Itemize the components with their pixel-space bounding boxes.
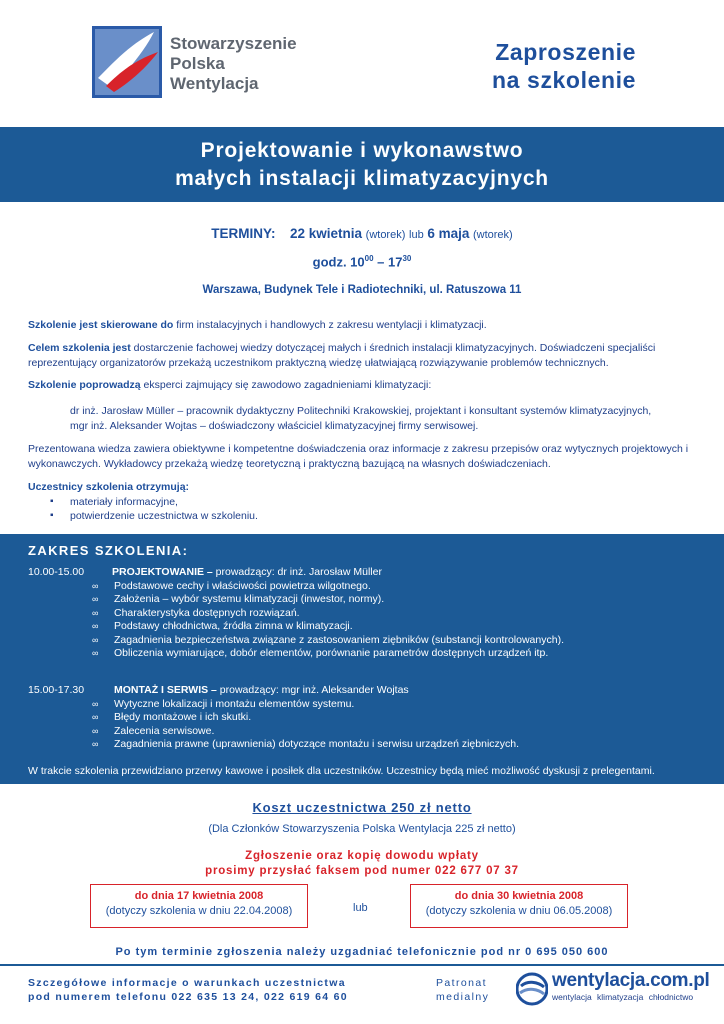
list-item: ∞ Błędy montażowe i ich skutki.: [92, 711, 519, 724]
hours: [0, 254, 724, 269]
patron-line1: Patronat: [436, 977, 487, 989]
title-band: [0, 127, 724, 202]
fax-instructions: [0, 849, 724, 879]
intro-p5: [28, 480, 698, 524]
deadline-box-2: [410, 884, 628, 928]
intro-p3: [28, 378, 698, 393]
term-day-1: (wtorek): [365, 229, 406, 241]
list-item: ∞ Zalecenia serwisowe.: [92, 725, 519, 738]
intro-p3-bold: Szkolenie poprowadzą: [28, 379, 141, 391]
intro-p2-text: dostarczenie fachowej wiedzy dotyczącej małych i średnich instalacji klimatyzacyjnych. Doświadczeni specjaliści reprezentujący organizatorów przekażą uczestnikom praktyczną wiedzę ułatwiającą rozwiązywanie problemów technicznych.: [28, 342, 656, 369]
term-date-2: 6 maja: [427, 226, 470, 241]
list-item: ∞ Założenia – wybór systemu klimatyzacji (inwestor, normy).: [92, 593, 564, 606]
invitation-line2: na szkolenie: [492, 67, 636, 93]
swirl-logo-icon: [516, 972, 548, 1006]
block1-lead: prowadzący: dr inż. Jarosław Müller: [212, 566, 382, 578]
expert-1: dr inż. Jarosław Müller – pracownik dydaktyczny Politechniki Krakowskiej, projektant i konsultant systemów klimatyzacyjnych,: [70, 405, 652, 417]
experts-list: [28, 404, 698, 433]
block1-header: [112, 566, 382, 579]
receive-heading: Uczestnicy szkolenia otrzymują:: [28, 481, 190, 493]
intro-p2: [28, 341, 698, 370]
program-band: [0, 534, 724, 784]
intro-p1-text: firm instalacyjnych i handlowych z zakresu wentylacji i klimatyzacji.: [173, 319, 487, 331]
hours-end: – 17: [373, 254, 403, 270]
intro-p3-text: eksperci zajmujący się zawodowo zagadnieniami klimatyzacji:: [140, 379, 432, 391]
terms-label: TERMINY:: [211, 226, 276, 241]
list-item: ▪ materiały informacyjne,: [50, 495, 698, 510]
phone-note: Po tym terminie zgłoszenia należy uzgadniać telefonicznie pod nr 0 695 050 600: [115, 946, 609, 958]
list-item: ∞ Charakterystyka dostępnych rozwiązań.: [92, 607, 564, 620]
title-line1: Projektowanie i wykonawstwo: [200, 139, 524, 162]
intro-p4: Prezentowana wiedza zawiera obiektywne i kompetentne doświadczenia oraz informacje z zakresu przepisów oraz wytycznych projektowych i wykonawczych. Wykładowcy przekażą wiedzę teoretyczną i praktyczną bazującą na własnych doświadczeniach.: [28, 443, 689, 470]
association-logo: [92, 26, 310, 100]
contact-details: [28, 976, 348, 1004]
wentylacja-logo-text: wentylacja.com.pl: [552, 970, 710, 991]
block2-time: 15.00-17.30: [28, 684, 85, 696]
wentylacja-logo-tagline: wentylacja klimatyzacja chłodnictwo: [552, 992, 694, 1002]
deadline-2-date: do dnia 30 kwietnia 2008: [454, 890, 584, 902]
list-item: ∞ Wytyczne lokalizacji i montażu elementów systemu.: [92, 698, 519, 711]
block2-header: [114, 684, 409, 697]
block1-time: 10.00-15.00: [28, 566, 85, 578]
title-line2: małych instalacji klimatyzacyjnych: [175, 167, 549, 190]
contact-line2: pod numerem telefonu 022 635 13 24, 022 619 64 60: [28, 991, 348, 1003]
list-item: ∞ Podstawowe cechy i właściwości powietrza wilgotnego.: [92, 580, 564, 593]
logo-text-line2: Polska: [170, 54, 225, 73]
footer-divider: [0, 964, 724, 966]
list-item: ∞ Zagadnienia bezpieczeństwa związane z zastosowaniem ziębników (substancji kontrolowanych).: [92, 634, 564, 647]
eagle-logo-icon: [92, 26, 162, 98]
fax-line1: Zgłoszenie oraz kopię dowodu wpłaty: [245, 850, 479, 862]
logo-text-line3: Wentylacja: [170, 74, 259, 93]
deadline-or: lub: [353, 902, 368, 914]
venue: Warszawa, Budynek Tele i Radiotechniki, ul. Ratuszowa 11: [202, 284, 522, 296]
term-date-1: 22 kwietnia: [289, 226, 363, 241]
terms-line: [0, 226, 724, 241]
intro-p1: [28, 318, 698, 333]
block1-list: [92, 580, 564, 660]
hours-end-minutes: 30: [402, 254, 412, 263]
cost-member-note: (Dla Członków Stowarzyszenia Polska Wentylacja 225 zł netto): [208, 823, 516, 835]
logo-text-line1: Stowarzyszenie: [170, 34, 297, 53]
deadline-1-note: (dotyczy szkolenia w dniu 22.04.2008): [105, 905, 293, 917]
cost-title: Koszt uczestnictwa 250 zł netto: [252, 800, 472, 815]
intro-p2-bold: Celem szkolenia jest: [28, 342, 131, 354]
receive-list: [28, 495, 698, 524]
block1-title: PROJEKTOWANIE –: [112, 566, 213, 578]
fax-line2: prosimy przysłać faksem pod numer 022 677 07 37: [205, 865, 519, 877]
list-item: ▪ potwierdzenie uczestnictwa w szkoleniu.: [50, 509, 698, 524]
list-item: ∞ Obliczenia wymiarujące, dobór elementów, porównanie parametrów dostępnych urządzeń itp.: [92, 647, 564, 660]
intro-p1-bold: Szkolenie jest skierowane do: [28, 319, 174, 331]
block2-list: [92, 698, 519, 752]
block2-title: MONTAŻ I SERWIS –: [114, 684, 217, 696]
hours-start: godz. 10: [312, 254, 365, 270]
deadline-2-note: (dotyczy szkolenia w dniu 06.05.2008): [425, 905, 613, 917]
invitation-line1: Zaproszenie: [495, 39, 636, 65]
program-heading: ZAKRES SZKOLENIA:: [28, 543, 189, 558]
term-day-2: (wtorek): [472, 229, 513, 241]
wentylacja-logo[interactable]: [516, 970, 710, 1010]
media-patron-label: [436, 976, 489, 1004]
deadline-1-date: do dnia 17 kwietnia 2008: [134, 890, 264, 902]
patron-line2: medialny: [436, 991, 490, 1003]
expert-2: mgr inż. Aleksander Wojtas – doświadczony właściciel klimatyzacyjnej firmy serwisowej.: [70, 419, 479, 432]
list-item: ∞ Podstawy chłodnictwa, źródła zimna w klimatyzacji.: [92, 620, 564, 633]
hours-start-minutes: 00: [364, 254, 374, 263]
deadline-box-1: [90, 884, 308, 928]
term-or: lub: [409, 229, 424, 241]
contact-line1: Szczegółowe informacje o warunkach uczestnictwa: [28, 977, 346, 989]
block2-lead: prowadzący: mgr inż. Aleksander Wojtas: [216, 684, 409, 696]
list-item: ∞ Zagadnienia prawne (uprawnienia) dotyczące montażu i serwisu urządzeń ziębniczych.: [92, 738, 519, 751]
program-note: W trakcie szkolenia przewidziano przerwy kawowe i posiłek dla uczestników. Uczestnicy będą mieć możliwość dyskusji z prelegentami.: [28, 765, 655, 777]
invitation-heading: [492, 38, 636, 94]
